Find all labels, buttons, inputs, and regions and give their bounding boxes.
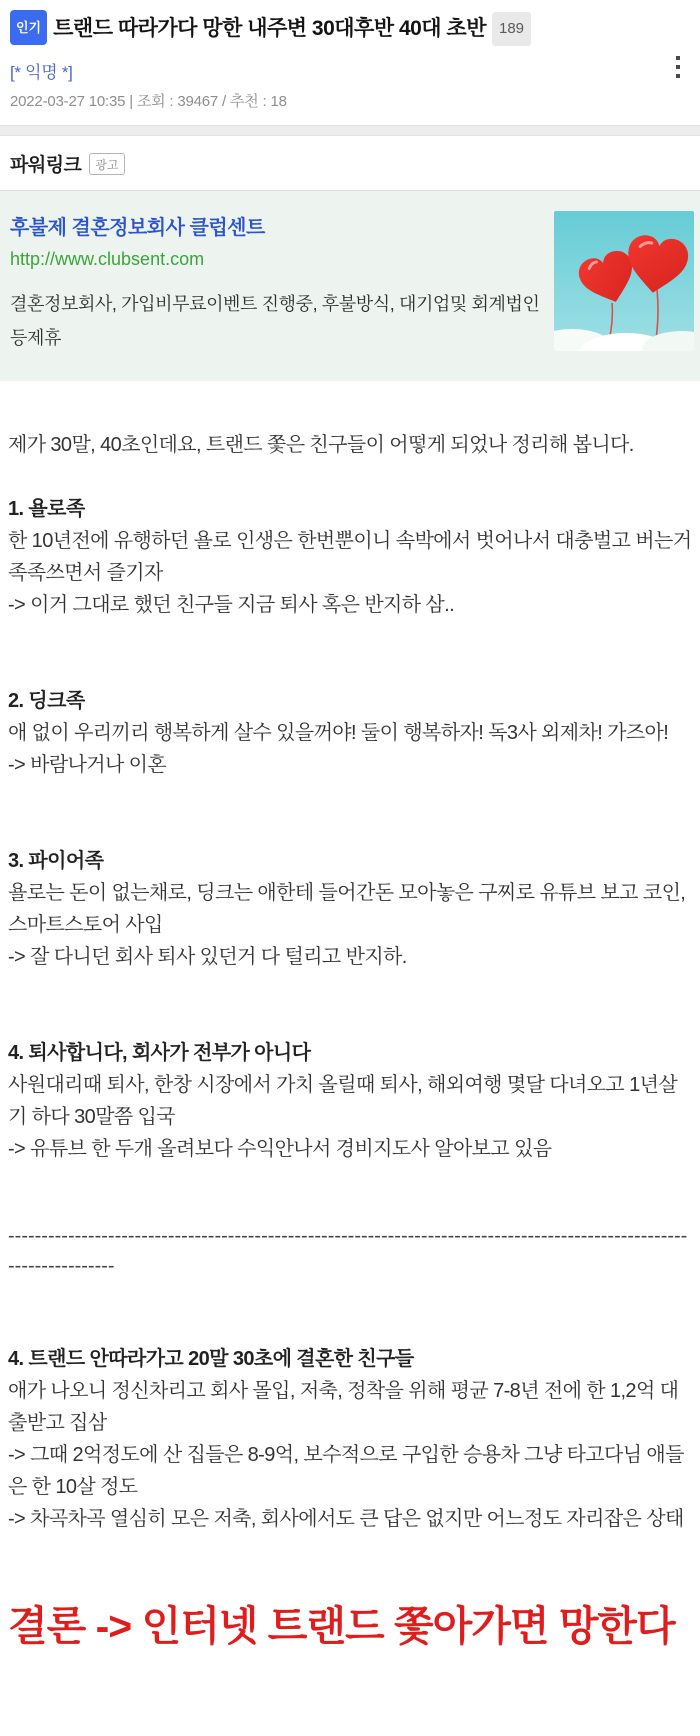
section-line: 한 10년전에 유행하던 욜로 인생은 한번뿐이니 속박에서 벗어나서 대충벌고 버는거 족족쓰면서 즐기자 <box>8 530 692 584</box>
section-line: -> 바람나거나 이혼 <box>8 754 167 776</box>
section-heading: 1. 욜로족 <box>8 498 85 520</box>
section-heading: 2. 딩크족 <box>8 690 85 712</box>
body-section-dink <box>8 685 692 781</box>
kebab-dot-icon <box>676 74 680 78</box>
kebab-dot-icon <box>676 65 680 69</box>
heart-balloons-photo[interactable] <box>554 211 694 351</box>
section-line: -> 이거 그대로 했던 친구들 지금 퇴사 혹은 반지하 삼.. <box>8 594 455 616</box>
post-title: 트랜드 따라가다 망한 내주변 30대후반 40대 초반 <box>53 17 486 40</box>
body-section-married <box>8 1343 692 1535</box>
powerlink-header <box>0 136 700 190</box>
body-section-yolo <box>8 493 692 621</box>
comment-count-badge[interactable]: 189 <box>492 12 531 46</box>
section-line: 사원대리때 퇴사, 한창 시장에서 가치 올릴때 퇴사, 해외여행 몇달 다녀오고 1년살기 하다 30말쯤 입국 <box>8 1074 678 1128</box>
body-section-quit <box>8 1037 692 1165</box>
author-link[interactable]: [* 익명 *] <box>10 63 73 82</box>
section-line: -> 차곡차곡 열심히 모은 저축, 회사에서도 큰 답은 없지만 어느정도 자리잡은 상태 <box>8 1508 684 1530</box>
heart-balloons-image <box>554 211 694 351</box>
conclusion-text: 결론 -> 인터넷 트랜드 쫓아가면 망한다 <box>8 1603 675 1649</box>
section-heading: 4. 퇴사합니다, 회사가 전부가 아니다 <box>8 1042 311 1064</box>
section-heading: 3. 파이어족 <box>8 850 104 872</box>
kebab-dot-icon <box>676 56 680 60</box>
section-line: -> 그때 2억정도에 산 집들은 8-9억, 보수적으로 구입한 승용차 그냥 타고다님 애들은 한 10살 정도 <box>8 1444 684 1498</box>
ad-url-link[interactable]: http://www.clubsent.com <box>10 249 205 269</box>
ad-badge: 광고 <box>89 153 124 175</box>
post-header <box>0 0 700 125</box>
section-line: 애 없이 우리끼리 행복하게 살수 있을꺼야! 둘이 행복하자! 독3사 외제차! 가즈아! <box>8 722 669 744</box>
section-divider-band <box>0 125 700 136</box>
more-options-button[interactable] <box>672 52 684 82</box>
dash-divider: ---------------------------------------------------------------------------------------------------------------------- <box>8 1225 688 1277</box>
section-line: -> 유튜브 한 두개 올려보다 수익안나서 경비지도사 알아보고 있음 <box>8 1138 552 1160</box>
body-intro: 제가 30말, 40초인데요, 트랜드 쫓은 친구들이 어떻게 되었나 정리해 봅니다. <box>8 434 634 456</box>
post-meta: 2022-03-27 10:35 | 조회 : 39467 / 추천 : 18 <box>10 93 287 110</box>
ad-description: 결혼정보회사, 가입비무료이벤트 진행중, 후불방식, 대기업및 회계법인등제휴 <box>10 294 540 348</box>
section-line: 욜로는 돈이 없는채로, 딩크는 애한테 들어간돈 모아놓은 구찌로 유튜브 보고 코인, 스마트스토어 사입 <box>8 882 686 936</box>
post-title-row <box>10 10 688 46</box>
section-line: 애가 나오니 정신차리고 회사 몰입, 저축, 정착을 위해 평균 7-8년 전에 한 1,2억 대출받고 집삼 <box>8 1380 679 1434</box>
post-body <box>0 381 700 1654</box>
powerlink-label: 파워링크 <box>10 155 82 176</box>
ad-block <box>0 191 700 381</box>
body-section-fire <box>8 845 692 973</box>
section-heading: 4. 트랜드 안따라가고 20말 30초에 결혼한 친구들 <box>8 1348 414 1370</box>
section-line: -> 잘 다니던 회사 퇴사 있던거 다 털리고 반지하. <box>8 946 407 968</box>
popular-badge: 인기 <box>10 10 47 45</box>
ad-link-title[interactable]: 후불제 결혼정보회사 클럽센트 <box>10 217 265 239</box>
